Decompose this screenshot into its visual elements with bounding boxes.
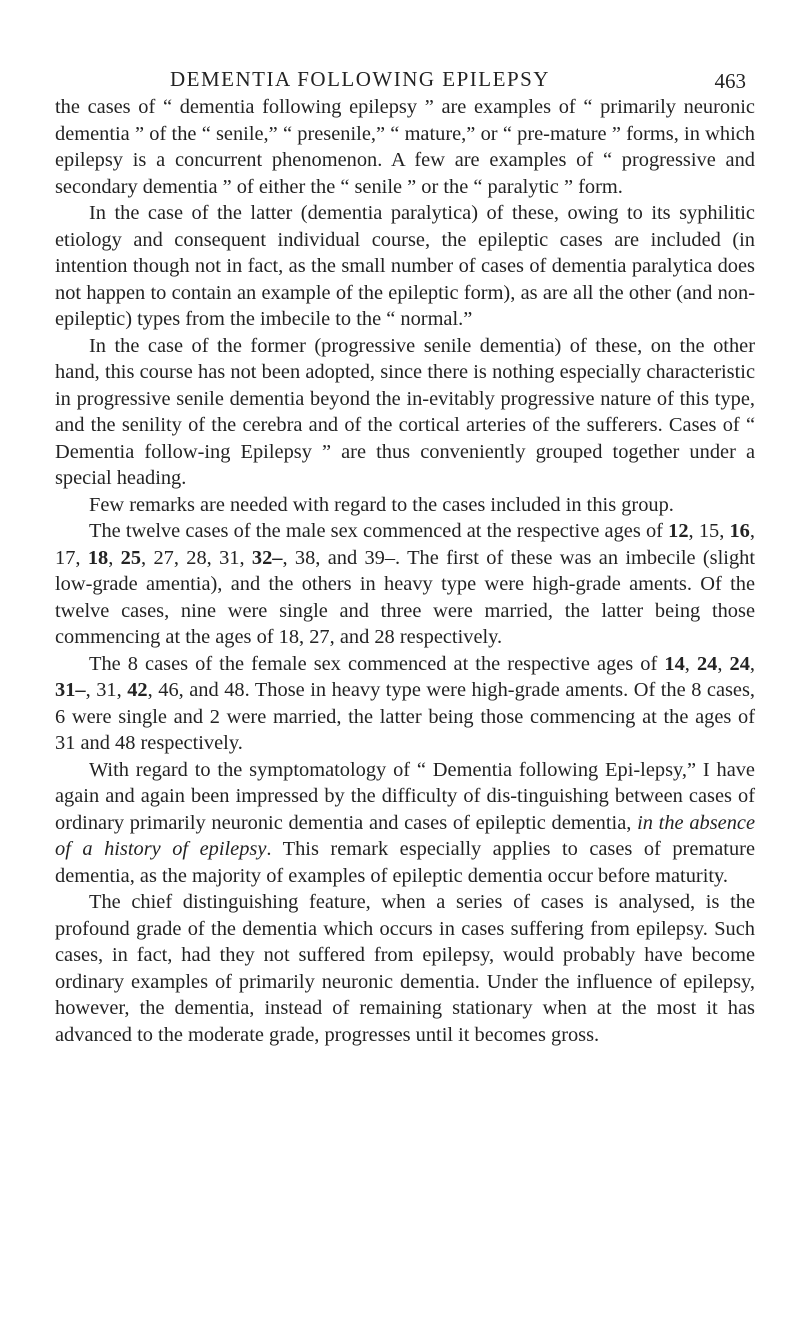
paragraph-7-before: With regard to the symptomatology of “ Dementia following Epi-lepsy,” I have again and again been impressed by the difficulty of dis-tinguishing between cases of ordinary primarily neuronic dementia and cases of epileptic dementia, [55, 758, 755, 834]
male-age: 12 [668, 520, 689, 542]
female-age: 31 [96, 679, 117, 701]
paragraph-2: In the case of the latter (dementia paralytica) of these, owing to its syphilitic etiology and consequent individual course, the epileptic cases are included (in intention though not in fact, as the small number of cases of dementia paralytica does not happen to contain an example of the epileptic form), as are all the other (and non-epileptic) types from the imbecile to the “ normal.” [55, 202, 755, 330]
paragraph-7 [55, 757, 755, 890]
male-age: 31 [219, 546, 240, 569]
page-number: 463 [714, 69, 746, 93]
female-age: 14 [664, 652, 685, 675]
paragraph-3: In the case of the former (progressive senile dementia) of these, on the other hand, this course has not been adopted, since there is nothing especially characteristic in progressive senile dementia beyond the in-evitably progressive nature of this type, and the senility of the cerebra and of the cortical arteries of the sufferers. Cases of “ Dementia follow-ing Epilepsy ” are thus conveniently grouped together under a special heading. [55, 334, 755, 489]
male-ages-lead: The twelve cases of the male sex commenced at the respective ages of [89, 520, 663, 542]
paragraph-4: Few remarks are needed with regard to the cases included in this group. [89, 493, 674, 516]
paragraph-7-italic-phrase: in the absence of a history of epilepsy [55, 811, 755, 860]
female-age: 31– [55, 679, 86, 701]
male-age: 27 [153, 546, 174, 569]
female-ages-tail: . Those in heavy type were high-grade aments. Of the 8 cases, 6 were single and 2 were married, the latter being those commencing at the ages of 31 and 48 respectively. [55, 679, 756, 754]
male-age: 25 [120, 546, 142, 569]
running-title: DEMENTIA FOLLOWING EPILEPSY [170, 67, 550, 91]
male-ages-list: 12, 15, 16, 17, 18, 25, 27, 28, 31, 32–, 38 [55, 520, 755, 569]
female-last-age: 48 [224, 679, 245, 701]
male-age: 38 [294, 546, 316, 569]
paragraph-6: The 8 cases of the female sex commenced at the respective ages of 14, 24, 24, 31–, 31, 42, 46, and 48. Those in heavy type were high-grade aments. Of the 8 cases, 6 were single and 2 were married, the latter being those commencing at the ages of 31 and 48 respectively. [55, 652, 756, 754]
male-age: 18 [87, 546, 109, 569]
paragraph-1: the cases of “ dementia following epilepsy ” are examples of “ primarily neuronic dementia ” of the “ senile,” “ presenile,” “ mature,” or “ pre-mature ” forms, in which epilepsy is a concurrent phenomenon. A few are examples of “ progressive and secondary dementia ” of either the “ senile ” or the “ paralytic ” form. [55, 96, 755, 198]
paragraph-5: The twelve cases of the male sex commenced at the respective ages of 12, 15, 16, 17, 18, 25, 27, 28, 31, 32–, 38, and 39–. The first of these was an imbecile (slight low-grade amentia), and the others in heavy type were high-grade aments. Of the twelve cases, nine were single and three were married, the latter being those commencing at the ages of 18, 27, and 28 respectively. [55, 520, 755, 648]
paragraph-7-after: . This remark especially applies to cases of premature dementia, as the majority of examples of epileptic dementia occur before maturity. [55, 838, 755, 887]
female-age: 46 [158, 679, 179, 701]
female-ages-list: 14, 24, 24, 31–, 31, 42, 46 [55, 652, 755, 701]
female-age: 24 [729, 652, 750, 675]
female-ages-lead: The 8 cases of the female sex commenced at the respective ages of [89, 652, 658, 675]
female-age: 24 [696, 652, 718, 675]
male-age: 32– [251, 546, 283, 569]
male-last-age: 39– [364, 546, 396, 569]
male-age: 28 [186, 546, 207, 569]
body-text [55, 94, 755, 1048]
male-ages-tail: . The first of these was an imbecile (slight low-grade amentia), and the others in heavy type were high-grade aments. Of the twelve cases, nine were single and three were married, the latter being those commencing at the ages of 18, 27, and 28 respectively. [55, 546, 755, 648]
male-age: 16 [729, 520, 750, 542]
paragraph-8: The chief distinguishing feature, when a series of cases is analysed, is the profound grade of the dementia which occurs in cases suffering from epilepsy. Such cases, in fact, had they not suffered from epilepsy, would probably have become ordinary examples of primarily neuronic dementia. Under the influence of epilepsy, however, the dementia, instead of remaining stationary when at the most it has advanced to the moderate grade, progresses until it becomes gross. [55, 891, 755, 1046]
male-age: 15 [698, 520, 720, 542]
female-age: 42 [127, 679, 148, 701]
male-age: 17 [55, 546, 76, 569]
running-head [0, 62, 800, 96]
